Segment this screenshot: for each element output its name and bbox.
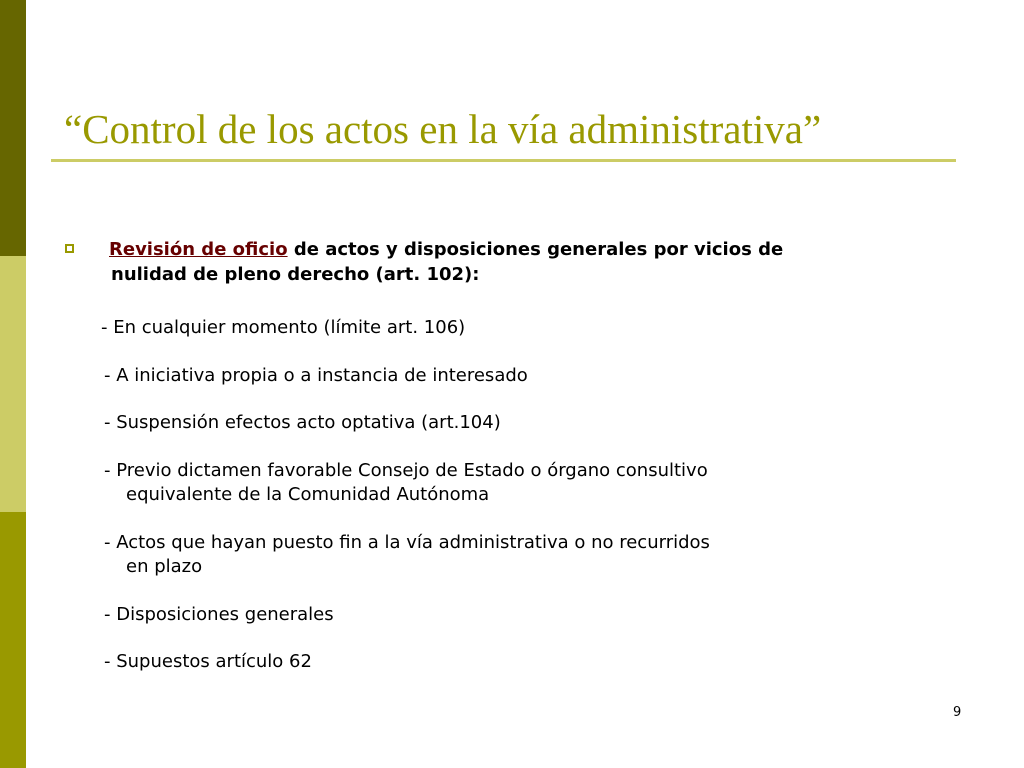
sub-item-2-text: - A iniciativa propia o a instancia de interesado <box>104 365 528 386</box>
slide-title: “Control de los actos en la vía administrativa” <box>64 106 822 152</box>
sub-item-7 <box>104 650 312 674</box>
bullet-line2: nulidad de pleno derecho (art. 102): <box>111 264 480 285</box>
sub-item-3-text: - Suspensión efectos acto optativa (art.104) <box>104 412 501 433</box>
sub-item-1 <box>101 316 465 340</box>
bullet-line1-rest: de actos y disposiciones generales por vicios de <box>287 239 784 260</box>
page-number: 9 <box>953 705 962 720</box>
side-bar-dark <box>0 0 26 256</box>
square-bullet-icon <box>65 244 74 253</box>
sub-item-5-line1: - Actos que hayan puesto fin a la vía administrativa o no recurridos <box>104 532 710 553</box>
sub-item-4-line2: equivalente de la Comunidad Autónoma <box>126 484 490 505</box>
sub-item-6-text: - Disposiciones generales <box>104 604 334 625</box>
revision-de-oficio-link: Revisión de oficio <box>109 239 288 260</box>
sub-item-5-line2: en plazo <box>126 556 203 577</box>
side-bar-light <box>0 256 26 512</box>
sub-item-4-line1: - Previo dictamen favorable Consejo de Estado o órgano consultivo <box>104 460 708 481</box>
sub-item-3 <box>104 411 501 435</box>
side-bar-olive <box>0 512 26 768</box>
sub-item-7-text: - Supuestos artículo 62 <box>104 651 312 672</box>
main-bullet-text <box>109 237 869 287</box>
sub-item-5 <box>104 531 710 579</box>
sub-item-1-text: - En cualquier momento (límite art. 106) <box>101 317 466 338</box>
sub-item-6 <box>104 603 334 627</box>
title-underline-rule <box>51 159 956 162</box>
sub-item-4 <box>104 459 708 507</box>
sub-item-2 <box>104 364 528 388</box>
